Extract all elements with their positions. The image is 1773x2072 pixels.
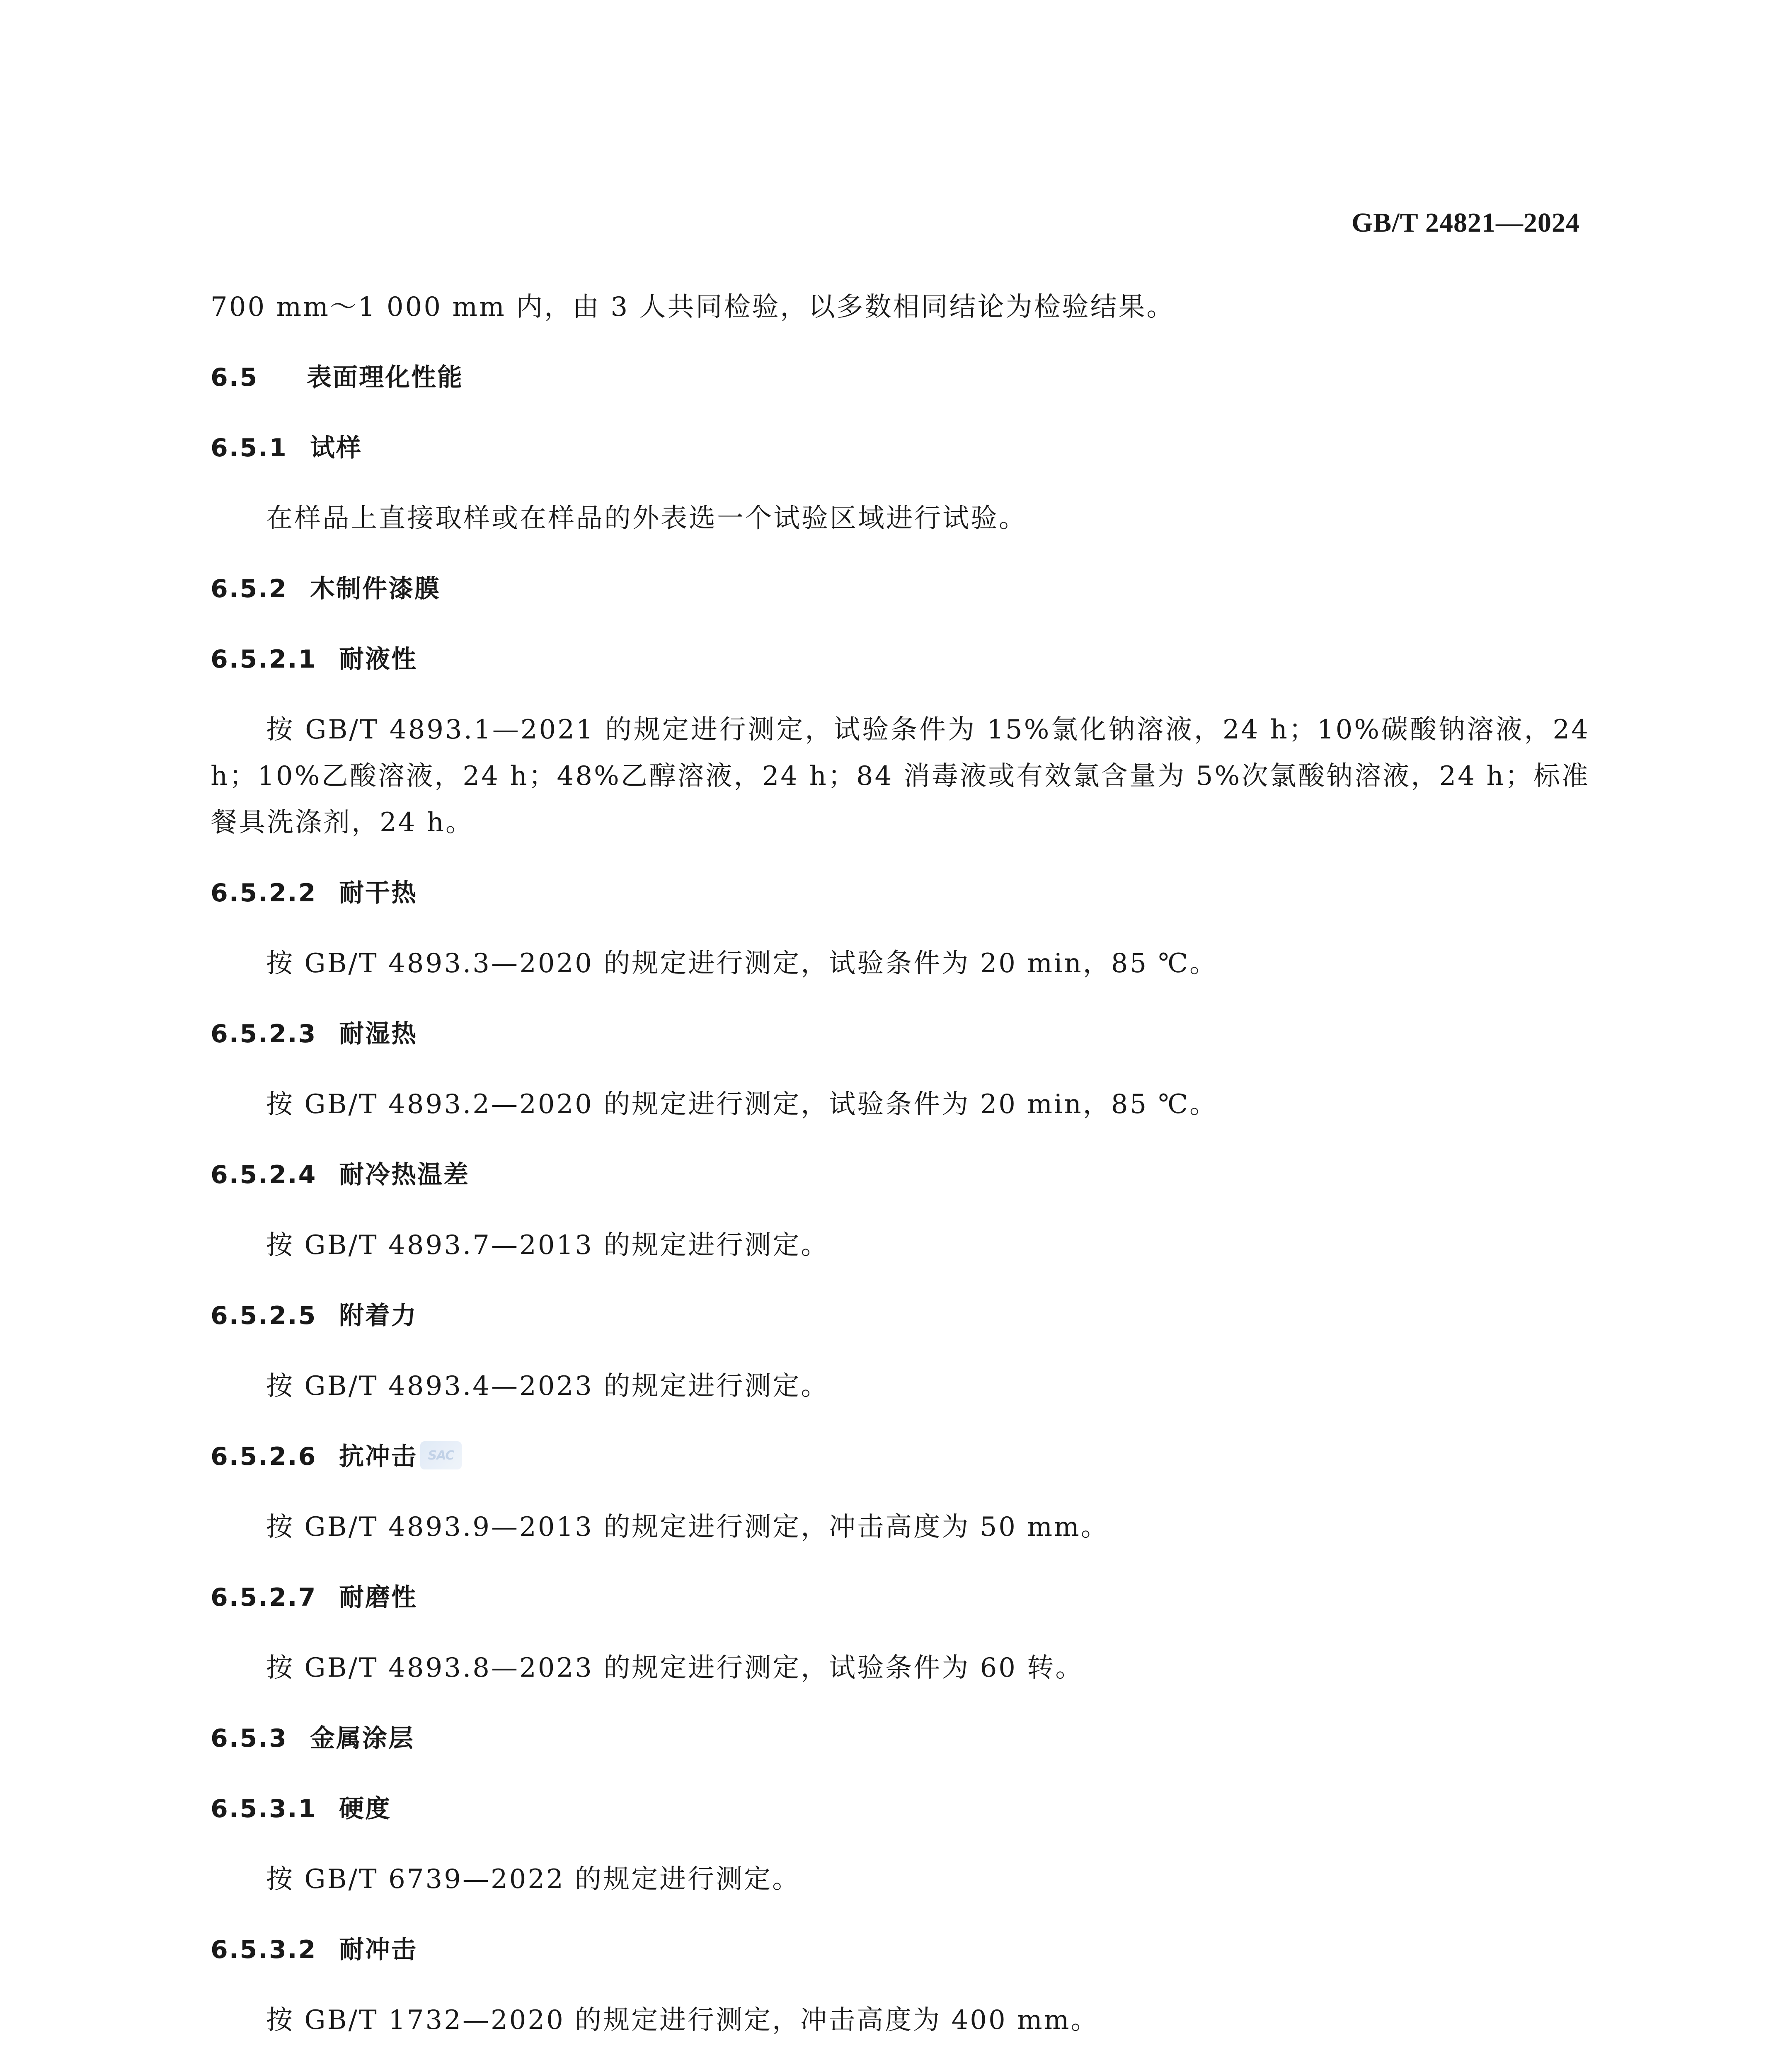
section-title: 耐磨性 — [339, 1583, 417, 1612]
section-title — [339, 2067, 443, 2072]
section-heading — [211, 425, 1590, 471]
section-number: 6.5 — [211, 363, 259, 392]
section-heading — [211, 2067, 1590, 2072]
body-paragraph: 按 GB/T 1732—2020 的规定进行测定，冲击高度为 400 mm。 — [266, 2005, 1099, 2036]
section-number: 6.5.2.2 — [211, 879, 317, 908]
section-title: 耐冲击 — [339, 1935, 417, 1964]
section-number: 6.5.2.4 — [211, 1160, 317, 1189]
section-title: 抗冲击 — [339, 1442, 417, 1471]
section-heading — [211, 1152, 1590, 1198]
body-paragraph: 按 GB/T 6739—2022 的规定进行测定。 — [266, 1864, 801, 1895]
section-heading — [211, 354, 1590, 401]
section-number: 6.5.3.2 — [211, 1935, 317, 1964]
body-paragraph: 按 GB/T 4893.9—2013 的规定进行测定，冲击高度为 50 mm。 — [266, 1512, 1109, 1542]
section-heading — [211, 1715, 1590, 1762]
body-paragraph: 按 GB/T 4893.7—2013 的规定进行测定。 — [266, 1230, 829, 1261]
body-paragraph: 按 GB/T 4893.4—2023 的规定进行测定。 — [266, 1371, 829, 1402]
section-title: 硬度 — [339, 1794, 391, 1823]
section-title: 木制件漆膜 — [310, 574, 441, 603]
section-title: 金属涂层 — [310, 1724, 414, 1753]
section-title: 耐液性 — [339, 645, 417, 674]
section-number: 6.5.3 — [211, 1724, 288, 1753]
section-title: 表面理化性能 — [307, 363, 463, 392]
section-heading — [211, 1927, 1590, 1973]
standard-code: GB/T 24821—2024 — [1351, 208, 1580, 238]
section-title: 附着力 — [339, 1301, 417, 1330]
section-heading — [211, 1293, 1590, 1339]
section-heading — [211, 1011, 1590, 1057]
section-number: 6.5.2 — [211, 574, 288, 603]
body-paragraph: 按 GB/T 4893.8—2023 的规定进行测定，试验条件为 60 转。 — [266, 1653, 1084, 1683]
section-number: 6.5.2.3 — [211, 1019, 317, 1048]
body-paragraph: 在样品上直接取样或在样品的外表选一个试验区域进行试验。 — [266, 503, 1027, 534]
body-paragraph: 按 GB/T 4893.2—2020 的规定进行测定，试验条件为 20 min，85 ℃。 — [266, 1089, 1218, 1120]
section-number: 6.5.3.1 — [211, 1794, 317, 1823]
section-title: 试样 — [310, 433, 362, 462]
section-number: 6.5.2.7 — [211, 1583, 317, 1612]
document-body — [211, 284, 1590, 2072]
section-title: 耐湿热 — [339, 1019, 417, 1048]
section-heading — [211, 1574, 1590, 1621]
section-heading — [211, 1786, 1590, 1832]
body-paragraph: 700 mm～1 000 mm 内，由 3 人共同检验，以多数相同结论为检验结果。 — [211, 292, 1175, 322]
section-title: 耐冷热温差 — [339, 1160, 470, 1189]
section-heading — [211, 636, 1590, 683]
section-number: 6.5.2.6 — [211, 1442, 317, 1471]
section-title: 耐干热 — [339, 879, 417, 908]
section-heading — [211, 1433, 1590, 1480]
section-number — [211, 2067, 339, 2072]
section-number: 6.5.1 — [211, 433, 288, 462]
section-heading — [211, 870, 1590, 916]
body-paragraph: 按 GB/T 4893.1—2021 的规定进行测定，试验条件为 15%氯化钠溶液，24 h；10%碳酸钠溶液，24 h；10%乙酸溶液，24 h；48%乙醇溶液，24 h；84 消毒液或有效氯含量为 5%次氯酸钠溶液，24 h；标准餐具洗涤剂，24 h。 — [211, 714, 1590, 838]
sac-watermark-logo: SAC — [420, 1441, 462, 1469]
section-number: 6.5.2.5 — [211, 1301, 317, 1330]
section-heading — [211, 566, 1590, 612]
body-paragraph: 按 GB/T 4893.3—2020 的规定进行测定，试验条件为 20 min，85 ℃。 — [266, 948, 1218, 979]
section-number: 6.5.2.1 — [211, 645, 317, 674]
